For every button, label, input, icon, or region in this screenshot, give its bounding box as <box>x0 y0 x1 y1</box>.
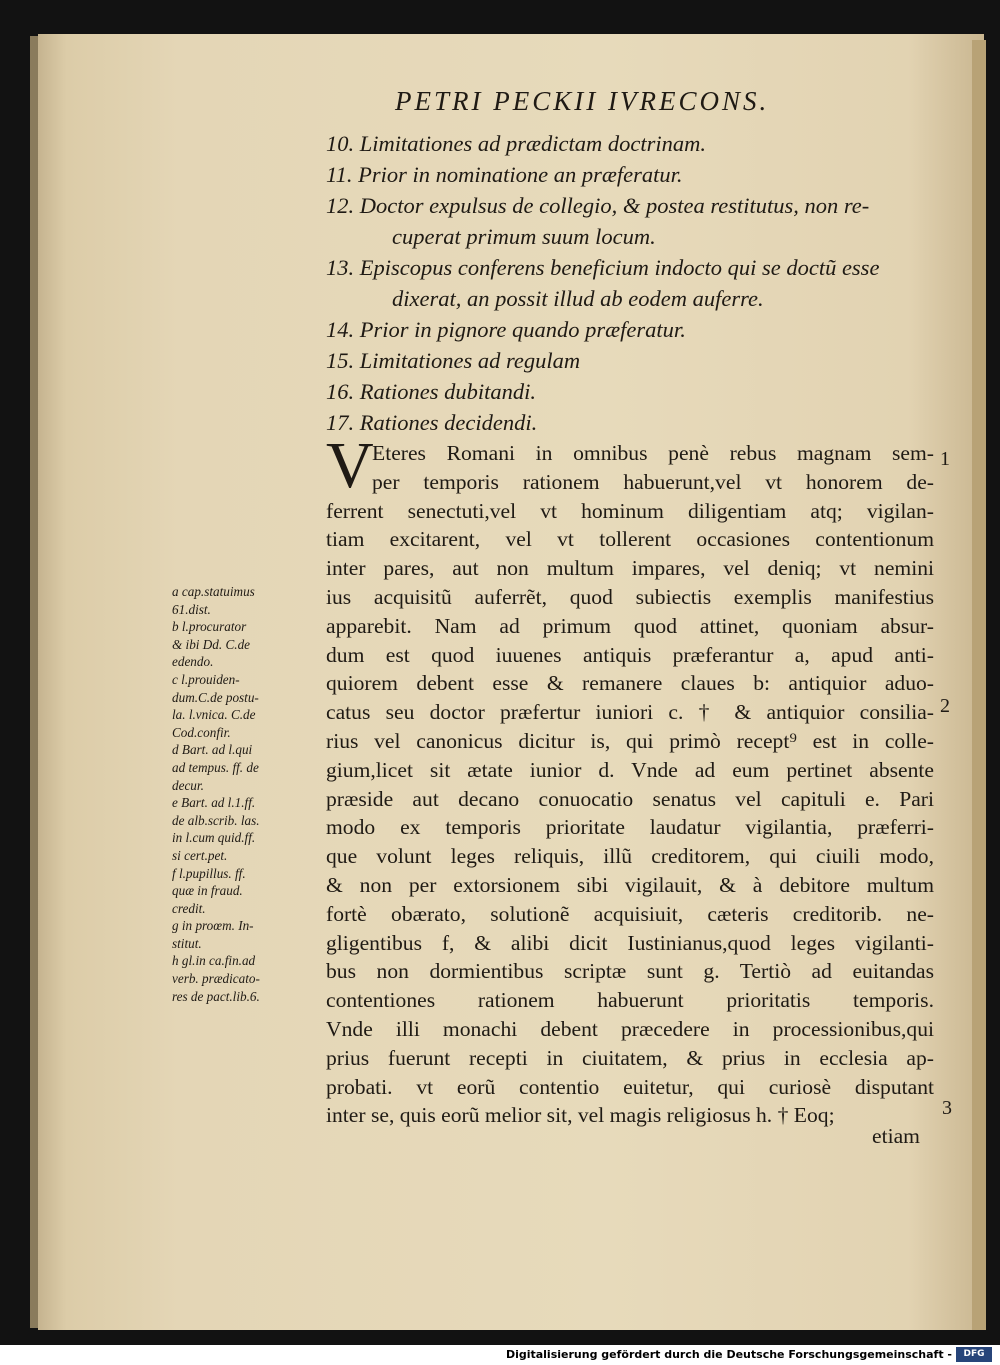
summary-item: 13. Episcopus conferens beneficium indocto qui se doctũ esse <box>326 255 880 280</box>
body-line: inter se, quis eorũ melior sit, vel magis religiosus h. † Eoq; <box>326 1103 835 1128</box>
body-line: fortè obærato, solutionẽ acquisiuit, cæteris creditorib. ne- <box>326 901 934 926</box>
side-note-line: h gl.in ca.fin.ad <box>172 953 256 969</box>
running-head: PETRI PECKII IVRECONS. <box>395 86 770 116</box>
side-note-line: d Bart. ad l.qui <box>172 742 253 758</box>
side-note-line: verb. prædicato- <box>172 971 260 987</box>
body-line: inter pares, aut non multum impares, vel deniq; vt nemini <box>326 556 934 581</box>
body-line: probati. vt eorũ contentio euitetur, qui curiosè disputant <box>326 1074 934 1099</box>
footer-credit: Digitalisierung gefördert durch die Deutsche Forschungsgemeinschaft - <box>505 1348 952 1361</box>
side-note-line: e Bart. ad l.1.ff. <box>172 795 256 811</box>
body-line: prius fuerunt recepti in ciuitatem, & prius in ecclesia ap- <box>326 1045 934 1070</box>
summary-item: 16. Rationes dubitandi. <box>326 379 536 404</box>
body-line: rius vel canonicus dicitur is, qui primò recept⁹ est in colle- <box>326 728 934 753</box>
body-line: Eteres Romani in omnibus penè rebus magnam sem- <box>372 441 934 465</box>
dfg-logo: DFG <box>956 1347 992 1362</box>
catchword: etiam <box>872 1124 920 1148</box>
body-line: modo ex temporis prioritate laudatur vigilantia, præferri- <box>326 815 934 840</box>
fore-edge <box>972 40 986 1330</box>
body-line: ius acquisitũ auferrẽt, quod subiectis exemplis manifestius <box>326 584 934 609</box>
footer-bar <box>0 1345 1000 1365</box>
side-notes <box>172 583 322 1005</box>
margin-number-1: 1 <box>940 448 950 470</box>
body-line: ferrent senectuti,vel vt hominum diligentiam atq; vigilan- <box>326 498 934 523</box>
body-line: gligentibus f, & alibi dicit Iustinianus,quod leges vigilanti- <box>326 930 934 955</box>
body-line: que volunt leges reliquis, illũ creditorem, qui ciuili modo, <box>326 844 934 869</box>
side-note-line: decur. <box>172 777 204 793</box>
summary-item: 15. Limitationes ad regulam <box>326 348 581 373</box>
summary-item: 12. Doctor expulsus de collegio, & postea restitutus, non re- <box>326 193 870 218</box>
summary-item: 11. Prior in nominatione an præferatur. <box>326 162 683 187</box>
side-note-line: la. l.vnica. C.de <box>172 707 256 723</box>
body-text <box>326 439 934 1130</box>
side-note-line: de alb.scrib. las. <box>172 812 260 828</box>
side-note-line: stitut. <box>172 935 202 951</box>
side-note-line: res de pact.lib.6. <box>172 988 260 1004</box>
body-line: apparebit. Nam ad primum quod attinet, quoniam absur- <box>326 613 934 638</box>
summary-item-continuation: cuperat primum suum locum. <box>392 224 656 249</box>
side-note-line: a cap.statuimus <box>172 584 255 599</box>
chapter-summary <box>326 128 956 438</box>
body-line: contentiones rationem habuerunt prioritatis temporis. <box>326 988 934 1013</box>
summary-item: 10. Limitationes ad prædictam doctrinam. <box>326 131 707 156</box>
margin-number-3: 3 <box>942 1097 952 1119</box>
body-line: per temporis rationem habuerunt,vel vt honorem de- <box>372 469 934 494</box>
body-line: quiorem debent esse & remanere claues b: antiquior aduo- <box>326 671 934 696</box>
body-line: bus non dormientibus scriptæ sunt g. Tertiò ad euitandas <box>326 959 934 984</box>
side-note-line: edendo. <box>172 654 214 670</box>
body-line: Vnde illi monachi debent præcedere in processionibus,qui <box>326 1016 934 1041</box>
body-line: præside aut decano conuocatio senatus vel capituli e. Pari <box>326 786 934 811</box>
margin-number-2: 2 <box>940 695 950 717</box>
summary-item: 14. Prior in pignore quando præferatur. <box>326 317 686 342</box>
side-note-line: & ibi Dd. C.de <box>172 636 251 652</box>
drop-initial: V <box>326 429 374 502</box>
side-note-line: dum.C.de postu- <box>172 689 259 705</box>
summary-item-continuation: dixerat, an possit illud ab eodem auferre. <box>392 286 764 311</box>
side-note-line: g in proœm. In- <box>172 918 254 934</box>
body-line: catus seu doctor præfertur iuniori c. † & antiquior consilia- <box>326 700 934 725</box>
side-note-line: Cod.confir. <box>172 724 231 740</box>
summary-item: 17. Rationes decidendi. <box>326 410 538 435</box>
side-note-line: c l.prouiden- <box>172 671 240 687</box>
side-note-line: b l.procurator <box>172 619 247 635</box>
body-line: tiam excitarent, vel vt tollerent occasiones contentionum <box>326 527 934 552</box>
side-note-line: si cert.pet. <box>172 847 228 863</box>
side-note-line: f l.pupillus. ff. <box>172 865 246 881</box>
body-line: gium,licet sit ætate iunior d. Vnde ad eum pertinet absente <box>326 757 934 782</box>
side-note-line: 61.dist. <box>172 601 211 617</box>
body-line: dum est quod iuuenes antiquis præferantur a, apud anti- <box>326 642 934 667</box>
side-note-line: in l.cum quid.ff. <box>172 830 256 846</box>
side-note-line: credit. <box>172 900 206 916</box>
side-note-line: ad tempus. ff. de <box>172 759 259 775</box>
side-note-line: quæ in fraud. <box>172 883 243 899</box>
body-line: & non per extorsionem sibi vigilauit, & à debitore multum <box>326 872 934 897</box>
